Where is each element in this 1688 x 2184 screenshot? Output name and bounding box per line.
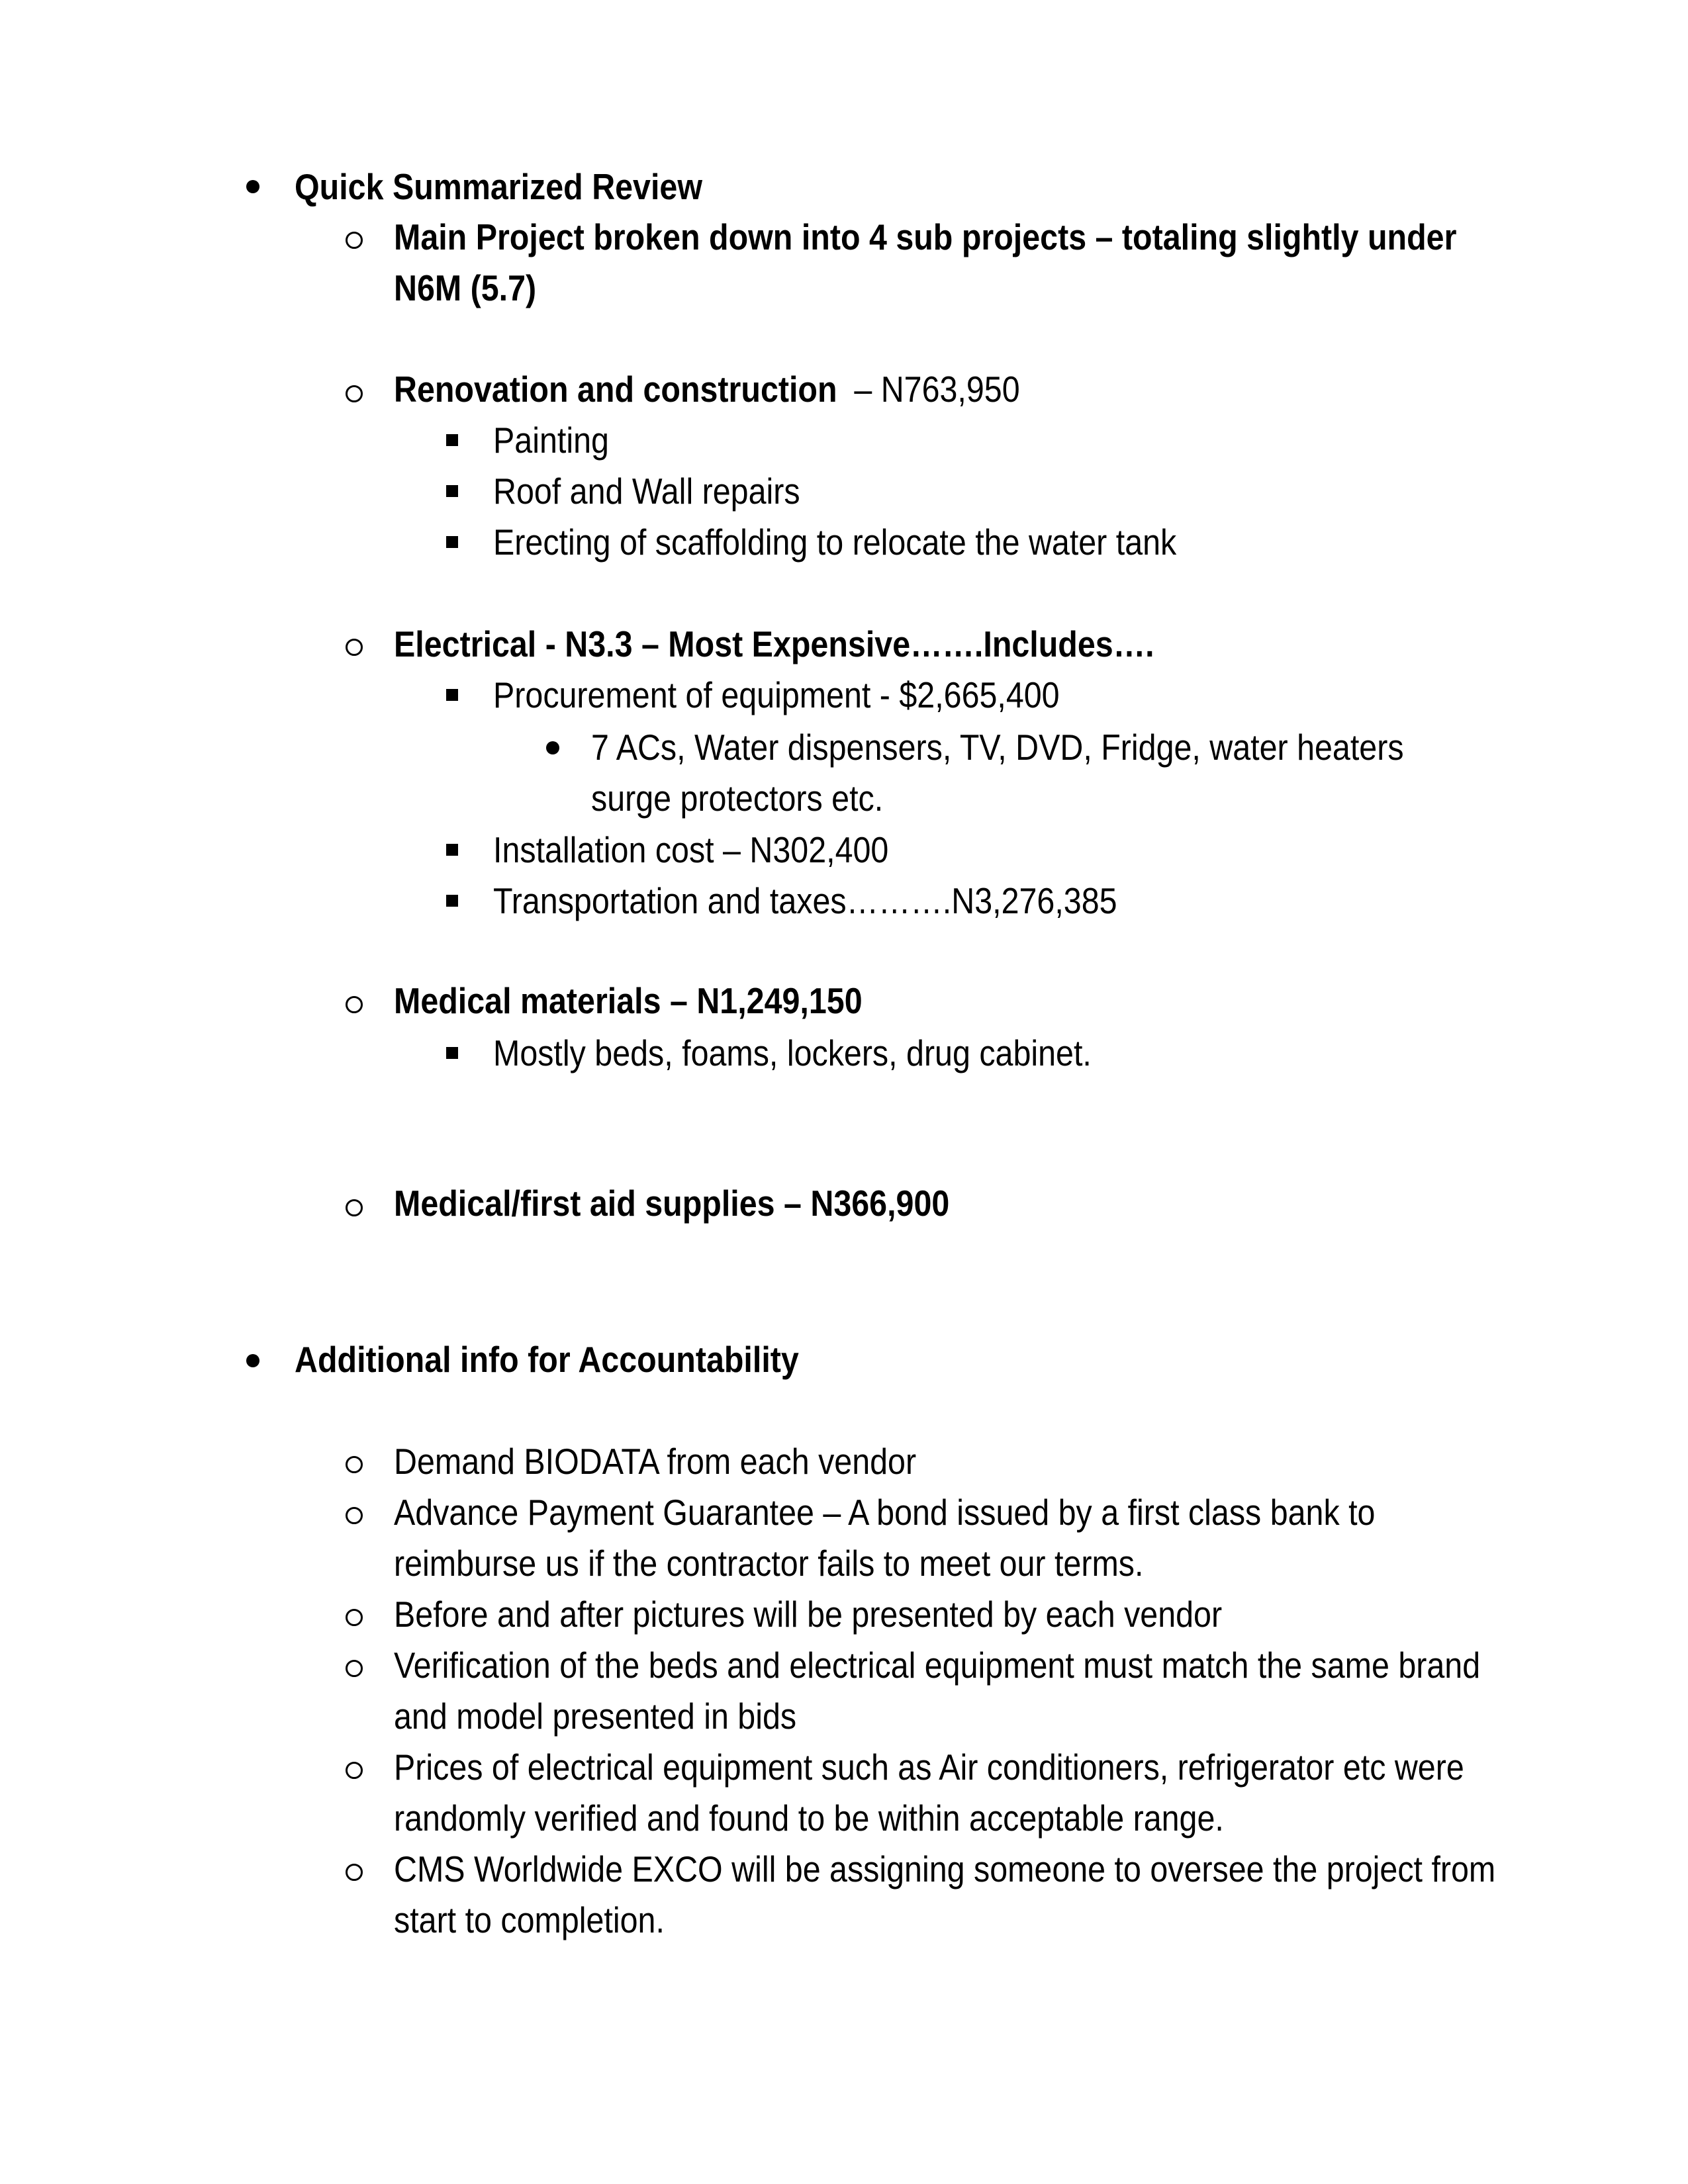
main-project-line-2: N6M (5.7) (394, 267, 537, 308)
circle-bullet-icon (346, 1199, 363, 1216)
circle-bullet-icon (346, 1507, 363, 1524)
circle-bullet-icon (346, 1456, 363, 1473)
renovation-sub-scaffolding: Erecting of scaffolding to relocate the water tank (493, 522, 1177, 563)
accountability-item-5-line-2: randomly verified and found to be within acceptable range. (394, 1797, 1224, 1839)
section-heading-accountability: Additional info for Accountability (295, 1339, 799, 1380)
accountability-item-5-line-1: Prices of electrical equipment such as Air conditioners, refrigerator etc were (394, 1747, 1464, 1788)
accountability-item-6-line-2: start to completion. (394, 1899, 665, 1940)
renovation-sub-painting: Painting (493, 420, 609, 461)
circle-bullet-icon (346, 1864, 363, 1881)
square-bullet-icon (446, 536, 458, 548)
bullet-icon (246, 1354, 259, 1367)
main-project-line-1: Main Project broken down into 4 sub projects – totaling slightly under (394, 216, 1457, 257)
electrical-installation: Installation cost – N302,400 (493, 829, 889, 870)
equipment-line-2: surge protectors etc. (591, 778, 884, 819)
accountability-item-6-line-1: CMS Worldwide EXCO will be assigning someone to oversee the project from (394, 1848, 1496, 1889)
circle-bullet-icon (346, 996, 363, 1013)
bullet-icon (246, 180, 259, 193)
bullet-icon (546, 741, 559, 754)
circle-bullet-icon (346, 1609, 363, 1626)
renovation-amount: – N763,950 (854, 369, 1020, 410)
accountability-item-1: Demand BIODATA from each vendor (394, 1441, 917, 1482)
square-bullet-icon (446, 895, 458, 907)
electrical-procurement: Procurement of equipment - $2,665,400 (493, 674, 1060, 715)
first-aid-title: Medical/first aid supplies – N366,900 (394, 1183, 950, 1224)
circle-bullet-icon (346, 232, 363, 249)
medical-materials-title: Medical materials – N1,249,150 (394, 980, 863, 1021)
section-heading-quick-review: Quick Summarized Review (295, 166, 702, 207)
square-bullet-icon (446, 1047, 458, 1059)
circle-bullet-icon (346, 385, 363, 402)
accountability-item-2-line-2: reimburse us if the contractor fails to meet our terms. (394, 1543, 1144, 1584)
accountability-item-4-line-2: and model presented in bids (394, 1696, 797, 1737)
renovation-sub-repairs: Roof and Wall repairs (493, 471, 800, 512)
renovation-title: Renovation and construction (394, 369, 837, 410)
accountability-item-2-line-1: Advance Payment Guarantee – A bond issued by a first class bank to (394, 1492, 1376, 1533)
electrical-title: Electrical - N3.3 – Most Expensive…….Includes…. (394, 623, 1154, 664)
accountability-item-4-line-1: Verification of the beds and electrical equipment must match the same brand (394, 1645, 1481, 1686)
circle-bullet-icon (346, 639, 363, 656)
square-bullet-icon (446, 434, 458, 446)
circle-bullet-icon (346, 1762, 363, 1779)
accountability-item-3: Before and after pictures will be presented by each vendor (394, 1594, 1223, 1635)
square-bullet-icon (446, 485, 458, 497)
square-bullet-icon (446, 689, 458, 701)
electrical-transport: Transportation and taxes……….N3,276,385 (493, 880, 1117, 921)
square-bullet-icon (446, 844, 458, 856)
renovation-item (394, 364, 1020, 414)
equipment-line-1: 7 ACs, Water dispensers, TV, DVD, Fridge, water heaters (591, 727, 1404, 768)
medical-materials-sub: Mostly beds, foams, lockers, drug cabinet. (493, 1032, 1092, 1073)
circle-bullet-icon (346, 1660, 363, 1677)
